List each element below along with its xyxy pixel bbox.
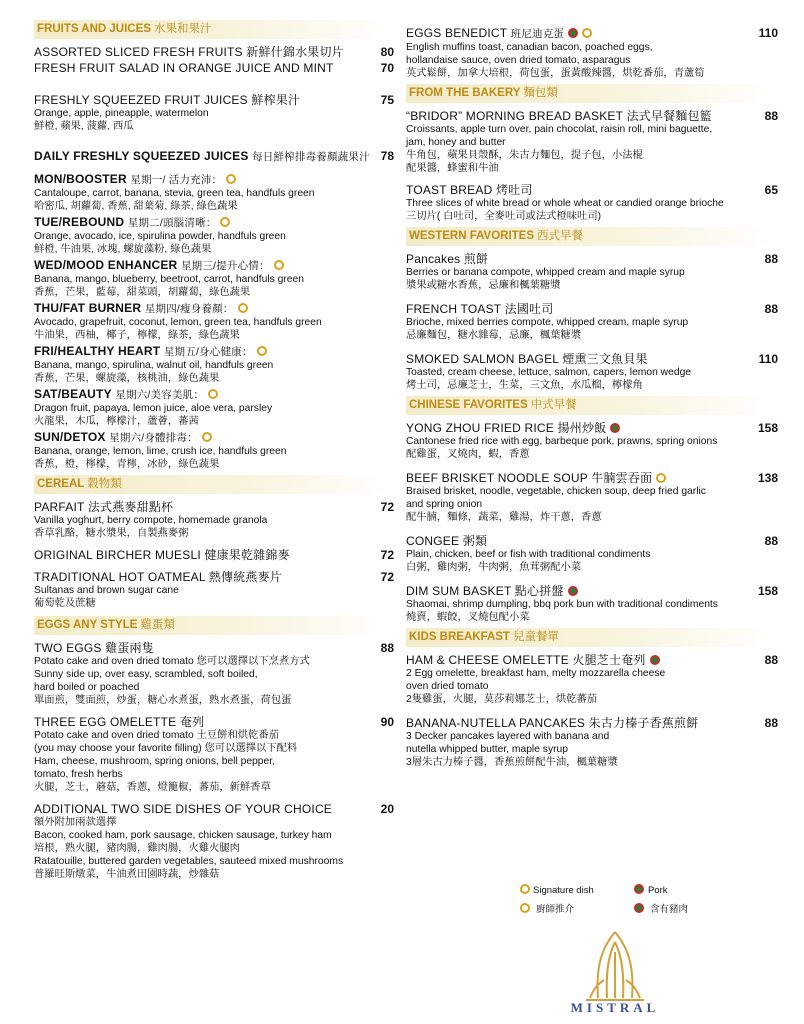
item-description: Banana, mango, spirulina, walnut oil, handfuls green: [34, 360, 274, 371]
item-description-cn: 漿果或糖水香蕉，忌廉和楓葉糖漿: [406, 280, 561, 291]
item-description-cn: 牛油果，西柚，椰子，檸檬，綠茶，綠色蔬果: [34, 330, 240, 341]
menu-item-side-dishes: [34, 802, 394, 881]
item-name: THU/FAT BURNER: [34, 301, 142, 315]
item-name: DAILY FRESHLY SQUEEZED JUICES: [34, 149, 249, 163]
item-price: 72: [380, 570, 394, 584]
item-description: tomato, fresh herbs: [34, 769, 123, 780]
menu-item-day-wed: [34, 258, 394, 299]
section-title: CEREAL: [37, 478, 85, 490]
item-name: HAM & CHEESE OMELETTE 火腿芝士奄列: [406, 653, 646, 667]
item-description: (you may choose your favorite filling) 您可以選擇以下配料: [34, 743, 298, 754]
menu-item-three-egg-omelette: [34, 715, 394, 794]
item-name: TOAST BREAD 烤吐司: [406, 183, 533, 197]
item-name: THREE EGG OMELETTE 奄列: [34, 715, 205, 729]
item-name-cn: 星期三/提升心情：: [180, 260, 270, 272]
signature-dish-icon: [220, 217, 230, 227]
item-description-cn: 配果醬，蜂蜜和牛油: [406, 163, 499, 174]
signature-dish-icon: [274, 260, 284, 270]
item-name-wrap: [406, 471, 666, 485]
legend-label: Signature dish: [533, 885, 594, 896]
menu-item-french-toast: [406, 302, 778, 342]
section-title-cn: 水果和果汁: [153, 23, 212, 35]
item-description: Vanilla yoghurt, berry compote, homemade granola: [34, 515, 268, 526]
item-description: Sunny side up, over easy, scrambled, soft boiled,: [34, 669, 258, 680]
item-price: 72: [380, 500, 394, 514]
section-title: FROM THE BAKERY: [409, 87, 521, 99]
item-name: BEEF BRISKET NOODLE SOUP 牛腩雲吞面: [406, 471, 653, 485]
pork-icon: [634, 884, 644, 894]
item-description-cn: 燒賣，蝦餃，叉燒包配小菜: [406, 612, 530, 623]
logo-emblem-icon: [560, 928, 670, 1004]
item-price: 80: [380, 45, 394, 59]
item-name: “BRIDOR” MORNING BREAD BASKET 法式早餐麵包籃: [406, 109, 712, 123]
legend-signature: [520, 884, 594, 896]
item-description: and spring onion: [406, 499, 483, 510]
item-description-cn: 鮮橙, 蘋果, 菠蘿, 西瓜: [34, 121, 134, 132]
item-description: jam, honey and butter: [406, 137, 506, 148]
item-name-cn: 星期二/頭腦清晰：: [127, 217, 217, 229]
item-description: hard boiled or poached: [34, 682, 140, 693]
menu-item-day-tue: [34, 215, 394, 256]
menu-item-salmon-bagel: [406, 352, 778, 392]
section-header-fruits: [34, 20, 394, 39]
item-name: SUN/DETOX: [34, 430, 106, 444]
item-price: 90: [380, 715, 394, 729]
item-description: Banana, orange, lemon, lime, crush ice, handfuls green: [34, 446, 287, 457]
item-name: TWO EGGS 雞蛋兩隻: [34, 641, 154, 655]
item-name-cn: 星期六/美容美肌：: [115, 389, 205, 401]
item-description-cn: 2隻雞蛋，火腿，莫莎莉娜芝士，烘乾蕃茄: [406, 694, 598, 705]
menu-item-dim-sum: [406, 584, 778, 624]
item-name: YONG ZHOU FRIED RICE 揚州炒飯: [406, 421, 607, 435]
menu-item-day-thu: [34, 301, 394, 342]
menu-item-day-fri: [34, 344, 394, 385]
item-description-cn: 普羅旺斯燉菜，牛油煮田園時蔬，炒雜菇: [34, 869, 220, 880]
menu-item-noodle-soup: [406, 471, 778, 524]
item-price: 88: [764, 653, 778, 667]
mistral-logo: [560, 928, 670, 1020]
signature-dish-icon: [202, 432, 212, 442]
item-price: 75: [380, 93, 394, 107]
item-name-wrap: [34, 172, 394, 187]
item-description-cn: 烤土司，忌廉芝士，生菜，三文魚，水瓜榴，檸檬角: [406, 380, 643, 391]
item-price: 88: [764, 109, 778, 123]
item-description: 2 Egg omelette, breakfast ham, melty mozzarella cheese: [406, 668, 666, 679]
section-header-chinese: [406, 396, 778, 415]
item-description-cn: 香蕉，橙，檸檬，青檸，冰砂，綠色蔬果: [34, 459, 220, 470]
section-title-cn: 中式早餐: [530, 399, 577, 411]
signature-dish-icon: [656, 473, 666, 483]
item-description-cn: 培根，熟火腿，豬肉腸，雞肉腸，火雞火腿肉: [34, 843, 240, 854]
item-description-cn: 香草乳酪，糖水漿果，自製燕麥粥: [34, 528, 189, 539]
item-name: FRI/HEALTHY HEART: [34, 344, 161, 358]
item-name-cn: 星期五/身心健康：: [163, 346, 253, 358]
item-description: Braised brisket, noodle, vegetable, chicken soup, deep fried garlic: [406, 486, 706, 497]
item-description-cn: 牛角包，蘋果貝殼酥，朱古力麵包，提子包，小法棍: [406, 150, 643, 161]
menu-item-eggs-benedict: [406, 26, 778, 80]
legend-signature-cn: [520, 901, 574, 915]
item-description-cn: 三切片( 白吐司，全麥吐司或法式橙味吐司): [406, 211, 602, 222]
item-price: 20: [380, 802, 394, 816]
item-description-cn: 哈密瓜, 胡蘿蔔, 香蕉, 甜葉菊, 綠茶, 綠色蔬果: [34, 201, 238, 212]
item-name-cn: 班尼迪克蛋: [510, 28, 565, 40]
menu-item-day-sat: [34, 387, 394, 428]
item-description: English muffins toast, canadian bacon, poached eggs,: [406, 42, 653, 53]
item-name-wrap: [34, 344, 394, 359]
item-name-wrap: [34, 430, 394, 445]
item-price: 138: [757, 471, 778, 485]
section-title-cn: 麵包類: [523, 87, 558, 99]
legend-pork-cn: [634, 901, 688, 915]
item-name: CONGEE 粥類: [406, 534, 488, 548]
item-name: FRENCH TOAST 法國吐司: [406, 302, 554, 316]
item-description-cn: 額外附加兩款選擇: [34, 817, 117, 828]
item-name: FRESHLY SQUEEZED FRUIT JUICES 鮮榨果汁: [34, 93, 301, 107]
item-price: 70: [380, 61, 394, 75]
menu-item-pancakes: [406, 252, 778, 292]
item-description: Avocado, grapefruit, coconut, lemon, green tea, handfuls green: [34, 317, 322, 328]
pork-icon: [634, 903, 644, 913]
item-description: Three slices of white bread or whole wheat or candied orange brioche: [406, 198, 724, 209]
legend-label: 含有豬肉: [650, 904, 689, 915]
item-price: 88: [764, 716, 778, 730]
item-name-wrap: [34, 149, 370, 164]
item-description-cn: 3層朱古力榛子醬，香蕉煎餅配牛油，楓葉糖漿: [406, 757, 618, 768]
item-name: ADDITIONAL TWO SIDE DISHES OF YOUR CHOICE: [34, 802, 333, 816]
item-name-wrap: [406, 653, 660, 667]
item-description: Banana, mango, blueberry, beetroot, carrot, handfuls green: [34, 274, 304, 285]
item-description: Plain, chicken, beef or fish with traditional condiments: [406, 549, 651, 560]
item-description-cn: 火腿，芝士，蘑菇，香蔥，燈籠椒，蕃茄，新鮮香草: [34, 782, 271, 793]
signature-dish-icon: [238, 303, 248, 313]
menu-item-two-eggs: [34, 641, 394, 707]
menu-item-oatmeal: [34, 570, 394, 610]
item-price: 158: [757, 421, 778, 435]
item-name-wrap: [34, 258, 394, 273]
section-header-kids: [406, 628, 778, 647]
item-name: TRADITIONAL HOT OATMEAL 熱傳統燕麥片: [34, 570, 283, 584]
menu-item-daily-juices: [34, 149, 394, 164]
item-name: ASSORTED SLICED FRESH FRUITS 新鮮什錦水果切片: [34, 45, 344, 59]
item-name: BANANA-NUTELLA PANCAKES 朱古力榛子香蕉煎餅: [406, 716, 699, 730]
item-description: oven dried tomato: [406, 681, 489, 692]
item-description: Potato cake and oven dried tomato 土豆餅和烘乾番茄: [34, 730, 279, 741]
item-description-cn: 配雞蛋，叉燒肉，蝦，香蔥: [406, 449, 530, 460]
item-description: Ham, cheese, mushroom, spring onions, bell pepper,: [34, 756, 275, 767]
item-description: Bacon, cooked ham, pork sausage, chicken sausage, turkey ham: [34, 830, 332, 841]
item-name-wrap: [34, 301, 394, 316]
item-description-cn: 忌廉麵包，糖水雜莓，忌廉，楓葉糖漿: [406, 330, 582, 341]
item-price: 88: [764, 534, 778, 548]
section-title-cn: 西式早餐: [537, 230, 584, 242]
section-title-cn: 雞蛋類: [140, 619, 175, 631]
item-description: Croissants, apple turn over, pain chocolat, raisin roll, mini baguette,: [406, 124, 713, 135]
section-title: WESTERN FAVORITES: [409, 230, 535, 242]
item-name: TUE/REBOUND: [34, 215, 125, 229]
section-header-cereal: [34, 475, 394, 494]
item-description-cn: 單面煎，雙面煎，炒蛋，糖心水煮蛋，熟水煮蛋，荷包蛋: [34, 695, 292, 706]
item-description: Orange, avocado, ice, spirulina powder, handfuls green: [34, 231, 286, 242]
item-description-cn: 香蕉，芒果，藍莓，甜菜頭，胡蘿蔔，綠色蔬果: [34, 287, 251, 298]
item-price: 88: [380, 641, 394, 655]
item-name-wrap: [406, 421, 620, 435]
item-description: Toasted, cream cheese, lettuce, salmon, capers, lemon wedge: [406, 367, 692, 378]
item-price: 78: [380, 149, 394, 163]
menu-item-fruit-salad: [34, 61, 394, 75]
item-description-cn: 英式鬆餅，加拿大培根，荷包蛋，蛋黃酸辣醬，烘乾番茄，青蘆筍: [406, 68, 705, 79]
item-price: 72: [380, 548, 394, 562]
section-header-western: [406, 227, 778, 246]
item-name-wrap: [34, 387, 394, 402]
item-description: Potato cake and oven dried tomato 您可以選擇以下烹煮方式: [34, 656, 310, 667]
section-header-eggs: [34, 616, 394, 635]
item-name-cn: 星期六/身體排毒：: [109, 432, 198, 444]
item-description-cn: 鮮橙, 牛油果, 冰塊, 螺旋藻粉, 綠色蔬果: [34, 244, 212, 255]
item-name-wrap: [406, 26, 592, 41]
left-column: [34, 18, 394, 891]
menu-item-day-sun: [34, 430, 394, 471]
item-name: EGGS BENEDICT: [406, 26, 508, 40]
item-name: ORIGINAL BIRCHER MUESLI 健康果乾雜錦麥: [34, 548, 290, 562]
item-description: 3 Decker pancakes layered with banana and: [406, 731, 610, 742]
section-header-bakery: [406, 84, 778, 103]
item-name: DIM SUM BASKET 點心拼盤: [406, 584, 564, 598]
item-name: SAT/BEAUTY: [34, 387, 112, 401]
menu-item-bircher: [34, 548, 394, 562]
signature-dish-icon: [520, 903, 530, 913]
item-description: Orange, apple, pineapple, watermelon: [34, 108, 209, 119]
menu-item-fried-rice: [406, 421, 778, 461]
item-name: SMOKED SALMON BAGEL 煙熏三文魚貝果: [406, 352, 648, 366]
item-name: WED/MOOD ENHANCER: [34, 258, 178, 272]
item-price: 110: [758, 26, 778, 40]
menu-item-toast: [406, 183, 778, 223]
menu-item-sliced-fruits: [34, 45, 394, 59]
item-name-cn: 每日鮮榨排毒養顏蔬果汁: [252, 151, 370, 163]
menu-item-congee: [406, 534, 778, 574]
item-name: Pancakes 煎餅: [406, 252, 489, 266]
item-price: 65: [764, 183, 778, 197]
item-description: hollandaise sauce, oven dried tomato, asparagus: [406, 55, 631, 66]
item-description-cn: 配牛腩，麵條，蔬菜，雞湯，炸干蔥，香蔥: [406, 512, 602, 523]
item-description: Berries or banana compote, whipped cream and maple syrup: [406, 267, 685, 278]
pork-icon: [568, 586, 578, 596]
item-name-wrap: [406, 584, 578, 598]
section-title-cn: 兒童餐單: [512, 631, 559, 643]
item-description: Cantonese fried rice with egg, barbeque pork, prawns, spring onions: [406, 436, 718, 447]
item-description: Sultanas and brown sugar cane: [34, 585, 179, 596]
item-description-cn: 葡萄乾及蔗糖: [34, 598, 96, 609]
menu-item-parfait: [34, 500, 394, 540]
legend-label: Pork: [648, 885, 668, 896]
pork-icon: [568, 28, 578, 38]
item-description: Shaomai, shrimp dumpling, bbq pork bun with traditional condiments: [406, 599, 718, 610]
item-price: 110: [758, 352, 778, 366]
signature-dish-icon: [257, 346, 267, 356]
signature-dish-icon: [582, 28, 592, 38]
signature-dish-icon: [208, 389, 218, 399]
menu-item-ham-omelette: [406, 653, 778, 706]
section-title: CHINESE FAVORITES: [409, 399, 528, 411]
item-description: Cantaloupe, carrot, banana, stevia, green tea, handfuls green: [34, 188, 315, 199]
item-description: nutella whipped butter, maple syrup: [406, 744, 568, 755]
item-description-cn: 香蕉，芒果，螺旋藻，核桃油，綠色蔬果: [34, 373, 220, 384]
menu-item-squeezed-juices: [34, 93, 394, 133]
logo-word: MISTRAL: [570, 1000, 660, 1015]
menu-item-bridor: [406, 109, 778, 175]
item-name: MON/BOOSTER: [34, 172, 127, 186]
item-description: Brioche, mixed berries compote, whipped cream, maple syrup: [406, 317, 689, 328]
item-name: FRESH FRUIT SALAD IN ORANGE JUICE AND MINT: [34, 61, 334, 75]
item-name-cn: 星期四/瘦身養顏：: [144, 303, 234, 315]
section-title: EGGS ANY STYLE: [37, 619, 138, 631]
section-title: KIDS BREAKFAST: [409, 631, 510, 643]
signature-dish-icon: [520, 884, 530, 894]
item-name-wrap: [34, 215, 394, 230]
item-name-cn: 星期一/ 活力充沛：: [130, 174, 223, 186]
item-price: 158: [757, 584, 778, 598]
menu-item-day-mon: [34, 172, 394, 213]
menu-item-banana-pancakes: [406, 716, 778, 769]
signature-dish-icon: [226, 174, 236, 184]
item-price: 88: [764, 302, 778, 316]
pork-icon: [650, 655, 660, 665]
item-price: 88: [764, 252, 778, 266]
item-description: Ratatouille, buttered garden vegetables, sauteed mixed mushrooms: [34, 856, 344, 867]
item-description-cn: 火龍果，木瓜，檸檬汁，蘆薈，蕃茜: [34, 416, 199, 427]
section-title: FRUITS AND JUICES: [37, 23, 151, 35]
section-title-cn: 穀物類: [87, 478, 122, 490]
item-description: Dragon fruit, papaya, lemon juice, aloe vera, parsley: [34, 403, 273, 414]
legend-label: 廚師推介: [536, 904, 575, 915]
item-description-cn: 白粥，雞肉粥，牛肉粥，魚茸粥配小菜: [406, 562, 582, 573]
right-column: [406, 26, 778, 779]
item-name: PARFAIT 法式燕麥甜點杯: [34, 500, 174, 514]
pork-icon: [610, 423, 620, 433]
legend-pork: [634, 884, 668, 896]
